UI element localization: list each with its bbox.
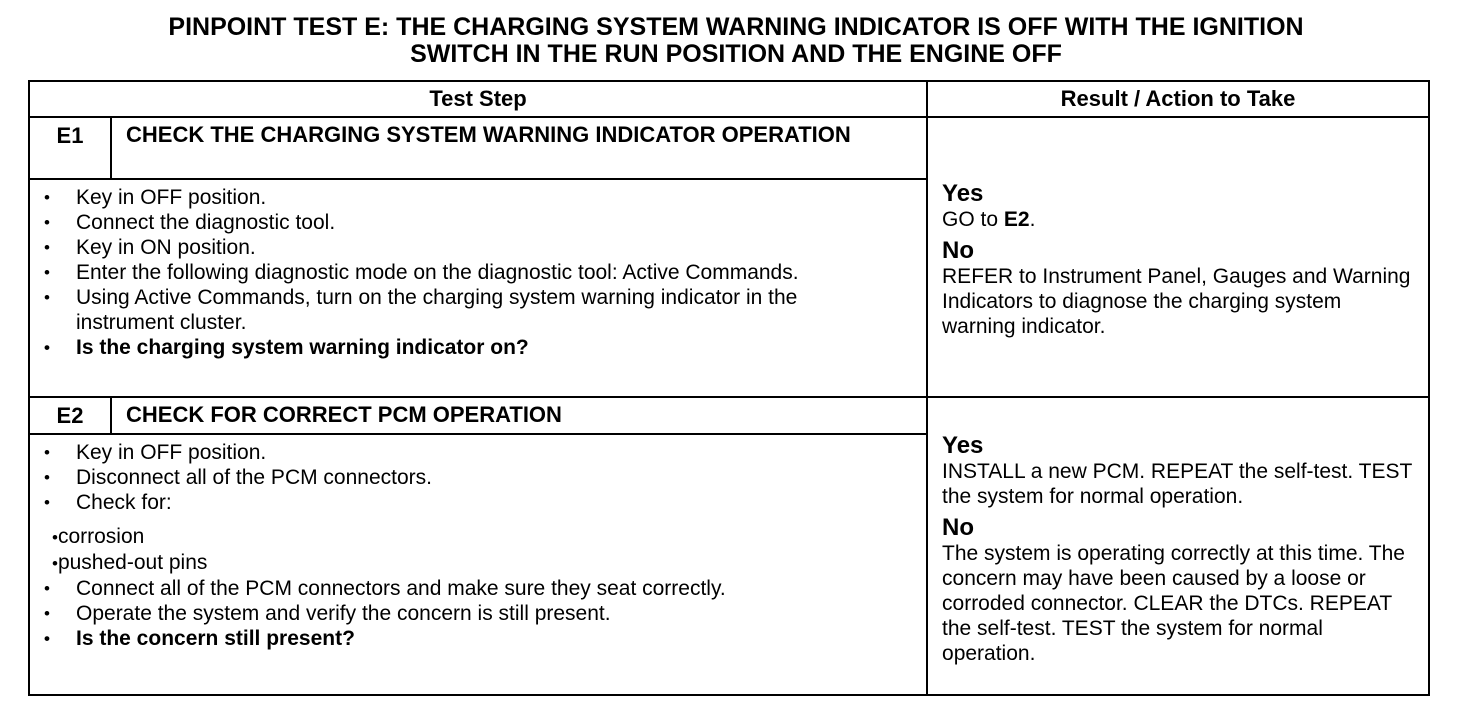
step-item: • Key in OFF position. bbox=[44, 440, 916, 465]
check-item: • corrosion bbox=[44, 524, 916, 550]
e2-steps bbox=[29, 434, 927, 695]
e1-result bbox=[927, 117, 1429, 397]
step-item: • Check for: bbox=[44, 490, 916, 515]
header-result: Result / Action to Take bbox=[927, 81, 1429, 117]
e1-yes-text: GO to E2. bbox=[942, 208, 1036, 232]
e2-heading: CHECK FOR CORRECT PCM OPERATION bbox=[111, 397, 927, 434]
step-item: • Disconnect all of the PCM connectors. bbox=[44, 465, 916, 490]
page-title bbox=[0, 14, 1472, 68]
header-test-step: Test Step bbox=[29, 81, 927, 117]
title-line-1: PINPOINT TEST E: THE CHARGING SYSTEM WARNING INDICATOR IS OFF WITH THE IGNITION bbox=[168, 13, 1304, 41]
step-item: • Operate the system and verify the concern is still present. bbox=[44, 601, 916, 626]
title-line-2: SWITCH IN THE RUN POSITION AND THE ENGINE OFF bbox=[410, 40, 1062, 68]
step-item: • Connect all of the PCM connectors and make sure they seat correctly. bbox=[44, 576, 916, 601]
e1-steps bbox=[29, 179, 927, 397]
e2-result bbox=[927, 397, 1429, 695]
header-row bbox=[29, 81, 1429, 117]
e1-no-text: REFER to Instrument Panel, Gauges and Warning Indicators to diagnose the charging system warning indicator. bbox=[942, 265, 1411, 339]
e2-id: E2 bbox=[29, 397, 111, 434]
step-item: • Connect the diagnostic tool. bbox=[44, 210, 916, 235]
pinpoint-test-table bbox=[28, 80, 1430, 696]
step-item: • Key in ON position. bbox=[44, 235, 916, 260]
e1-no-label: No bbox=[942, 237, 975, 265]
e2-yes-text: INSTALL a new PCM. REPEAT the self-test. TEST the system for normal operation. bbox=[942, 459, 1412, 508]
e1-heading-row bbox=[29, 117, 1429, 179]
check-item: • pushed-out pins bbox=[44, 550, 916, 576]
e2-no-label: No bbox=[942, 513, 975, 541]
e1-heading: CHECK THE CHARGING SYSTEM WARNING INDICATOR OPERATION bbox=[111, 117, 927, 179]
step-question: • Is the concern still present? bbox=[44, 626, 916, 651]
step-question: • Is the charging system warning indicator on? bbox=[44, 335, 916, 360]
e1-yes-label: Yes bbox=[942, 180, 984, 208]
step-item: • Using Active Commands, turn on the charging system warning indicator in the instrument cluster. bbox=[44, 285, 916, 335]
step-item: • Enter the following diagnostic mode on the diagnostic tool: Active Commands. bbox=[44, 260, 916, 285]
e1-id: E1 bbox=[29, 117, 111, 179]
step-item: • Key in OFF position. bbox=[44, 185, 916, 210]
e2-heading-row bbox=[29, 397, 1429, 434]
e2-no-text: The system is operating correctly at this time. The concern may have been caused by a loose or corroded connector. CLEAR the DTCs. REPEAT the self-test. TEST the system for normal operation. bbox=[942, 541, 1405, 665]
e2-yes-label: Yes bbox=[942, 431, 984, 459]
